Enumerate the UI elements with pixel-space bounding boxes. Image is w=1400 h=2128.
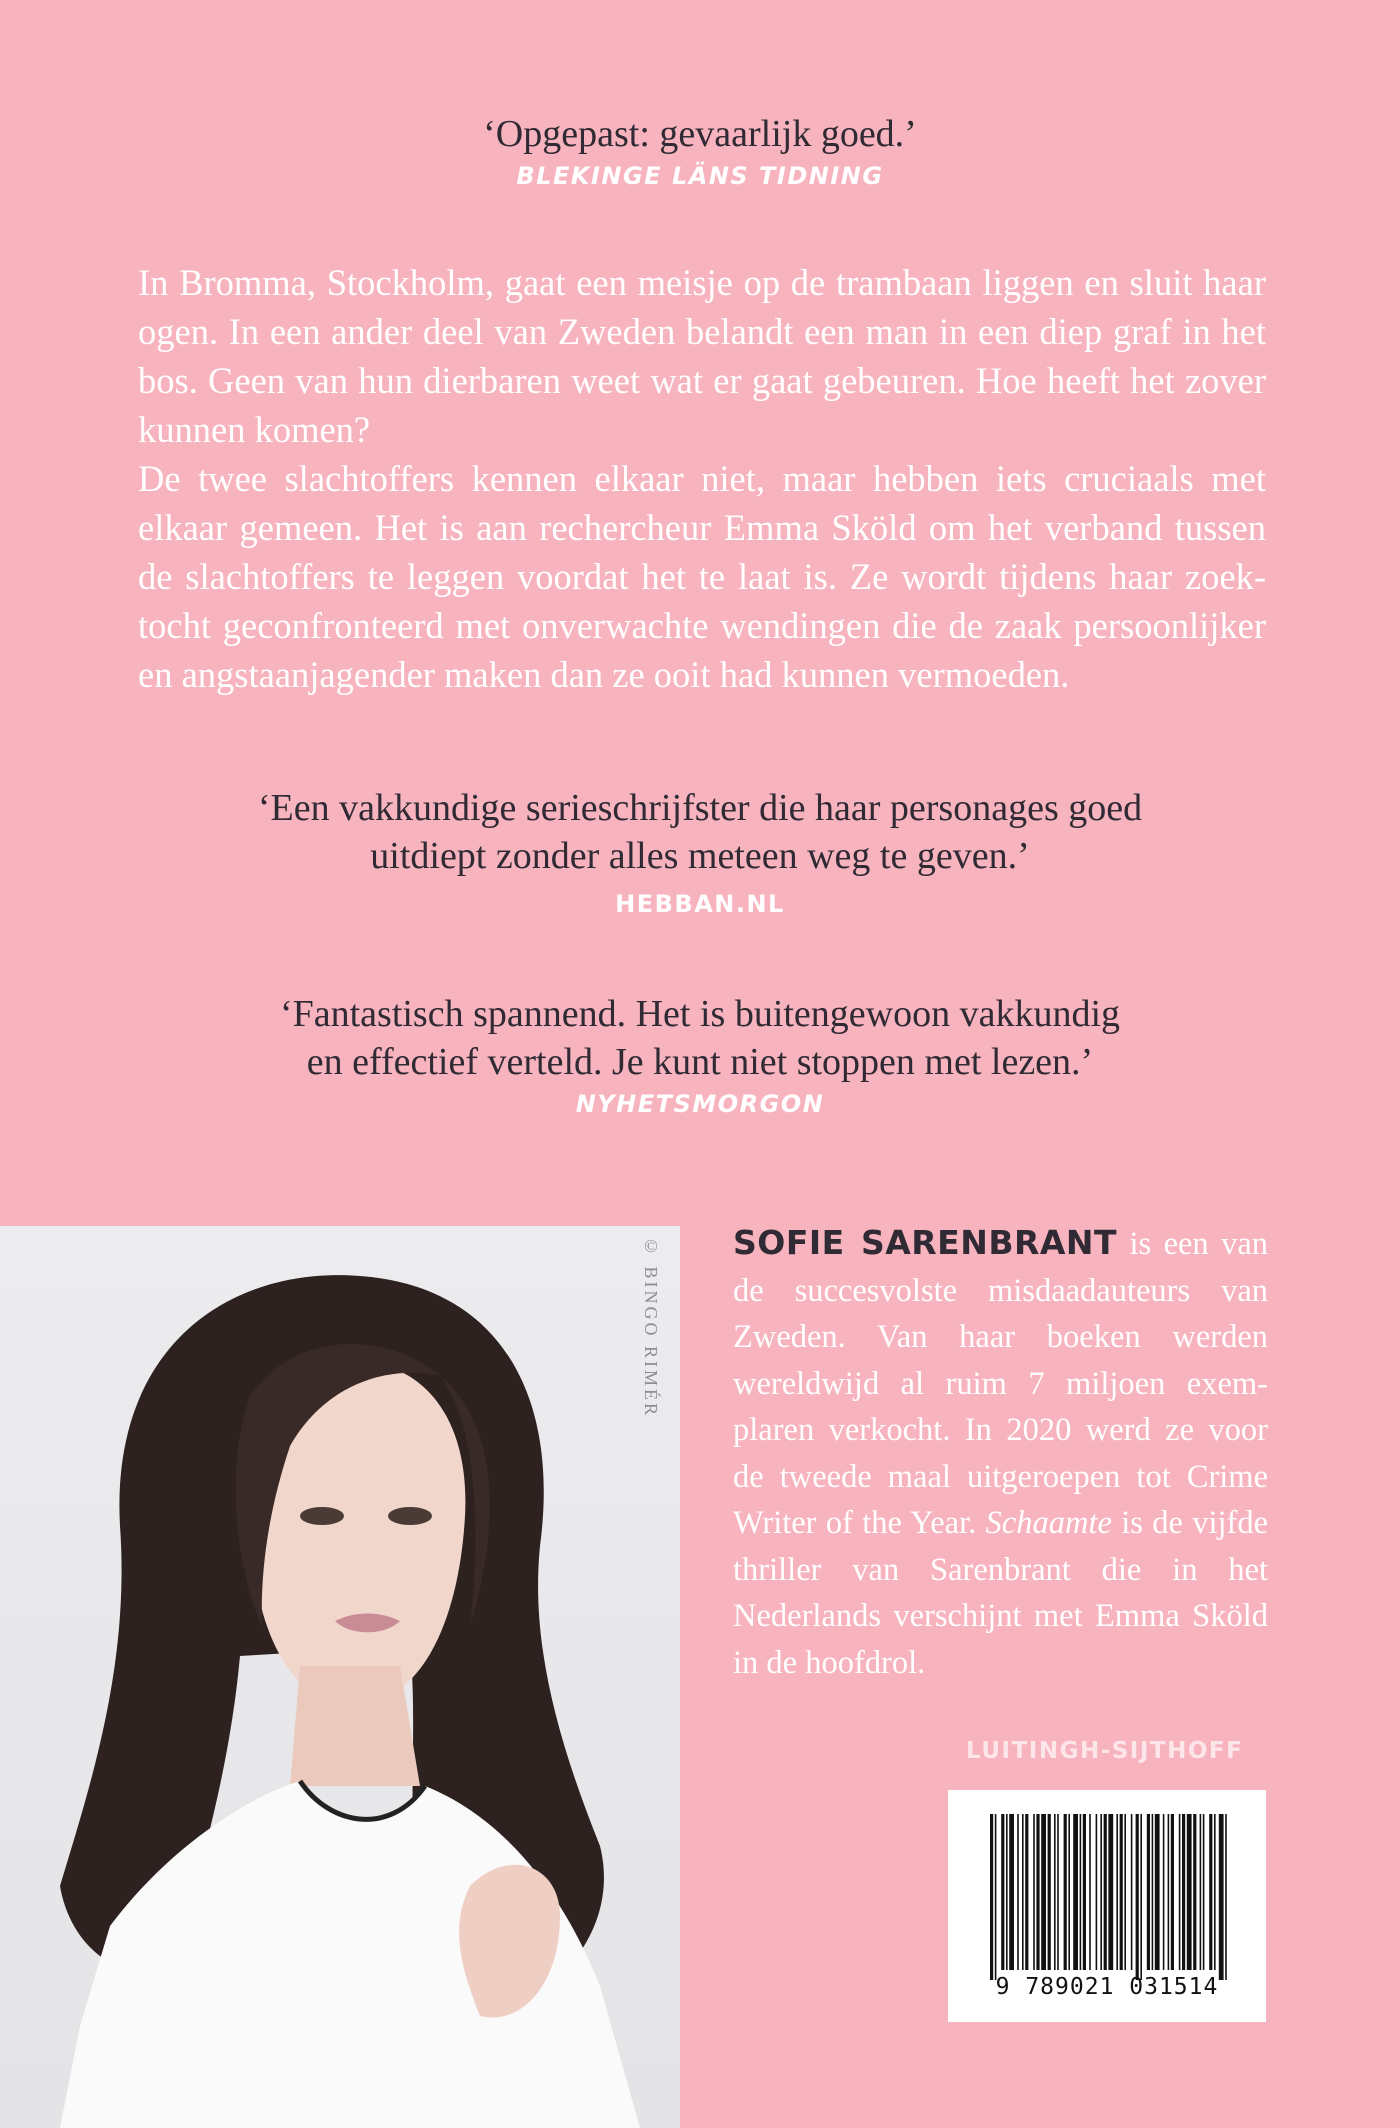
barcode-bar (1025, 1814, 1028, 1970)
barcode-bar (1209, 1814, 1212, 1970)
barcode-bar (1100, 1814, 1102, 1970)
quote-1-source: BLEKINGE LÄNS TIDNING (516, 162, 884, 190)
barcode-bar (1022, 1814, 1024, 1970)
book-title: Schaamte (985, 1505, 1112, 1541)
barcode-bar (1152, 1814, 1154, 1970)
barcode-bar (1036, 1814, 1039, 1970)
blurb-paragraph-2: De twee slachtoffers kennen elkaar niet, maar hebben iets cruciaals met elkaar gemeen. Het is aan rechercheur Emma Sköld om het verband tussen de slachtoffers te leggen voordat het te laat is. Ze wordt tijdens haar zoek-tocht geconfronteerd met onverwachte wendingen die de zaak persoonlijker en angstaanjagender maken dan ze ooit had kunnen vermoeden. (138, 458, 1266, 695)
back-cover-blurb (138, 258, 1266, 699)
barcode-bar (1168, 1814, 1170, 1970)
isbn-barcode (948, 1790, 1266, 2022)
barcode-bar (1073, 1814, 1078, 1970)
author-portrait-illustration (0, 1226, 680, 2128)
barcode-bar (1001, 1814, 1004, 1970)
quote-2 (0, 784, 1400, 918)
barcode-bar (1006, 1814, 1008, 1970)
quote-3-line-1: ‘Fantastisch spannend. Het is buitengewoon vakkundig (279, 993, 1121, 1035)
quote-1 (0, 110, 1400, 190)
barcode-bar (1033, 1814, 1035, 1970)
barcode-bar (1104, 1814, 1107, 1970)
publisher-logo: LUITINGH-SIJTHOFF (966, 1738, 1244, 1764)
barcode-bar (1200, 1814, 1202, 1970)
barcode-bar (1203, 1814, 1205, 1970)
barcode-bar (1147, 1814, 1150, 1970)
author-bio-text-2: is de vijfde thriller van Sarenbrant die in het Nederlands verschijnt met Emma Sköld in de hoofdrol. (733, 1505, 1268, 1681)
quote-3-source: NYHETSMORGON (575, 1090, 825, 1118)
barcode-bar (1225, 1814, 1227, 1980)
barcode-bar (1140, 1814, 1142, 1980)
barcode-bar (995, 1814, 997, 1980)
author-name: SOFIE SARENBRANT (733, 1223, 1118, 1262)
quote-2-line-2: uitdiept zonder alles meteen weg te geven.’ (370, 835, 1030, 877)
barcode-bar (1187, 1814, 1192, 1970)
barcode-bar (1219, 1814, 1224, 1980)
barcode-bar (1057, 1814, 1059, 1970)
barcode-bar (1009, 1814, 1014, 1970)
barcode-bar (1068, 1814, 1070, 1970)
barcode-bar (1080, 1814, 1082, 1970)
quote-3-line-2: en effectief verteld. Je kunt niet stoppen met lezen.’ (306, 1041, 1094, 1083)
barcode-bar (1214, 1814, 1216, 1970)
barcode-bar (1163, 1814, 1165, 1970)
author-bio (733, 1220, 1268, 1686)
author-bio-text-1: is een van de succesvolste misdaadauteurs van Zweden. Van haar boeken werden wereldwijd al ruim 7 miljoen exem-plaren verkocht. In 2020 werd ze voor de tweede maal uitgeroepen tot Crime Writer of the Year. (733, 1226, 1268, 1541)
quote-3 (0, 990, 1400, 1118)
barcode-bar (1048, 1814, 1051, 1970)
barcode-bar (1064, 1814, 1067, 1970)
barcode-bar (1041, 1814, 1046, 1970)
barcode-bar (1179, 1814, 1181, 1970)
quote-1-text: ‘Opgepast: gevaarlijk goed.’ (483, 113, 917, 155)
barcode-bar (1131, 1814, 1133, 1970)
barcode-bar (1096, 1814, 1098, 1970)
barcode-bar (1116, 1814, 1118, 1970)
barcode-bar (1120, 1814, 1123, 1970)
barcode-bar (1108, 1814, 1113, 1970)
barcode-bar (1083, 1814, 1086, 1970)
barcode-bar (1171, 1814, 1174, 1970)
barcode-bar (1155, 1814, 1160, 1970)
barcode-bar (1017, 1814, 1019, 1970)
barcode-bar (1089, 1814, 1091, 1970)
blurb-paragraph-1: In Bromma, Stockholm, gaat een meisje op de trambaan liggen en sluit haar ogen. In een ander deel van Zweden belandt een man in een diep graf in het bos. Geen van hun dierbaren weet wat er gaat gebeuren. Hoe heeft het zover kunnen komen? (138, 262, 1266, 450)
barcode-bar (1193, 1814, 1196, 1970)
photo-credit: © BINGO RIMÉR (641, 1236, 661, 1419)
barcode-bar (1136, 1814, 1139, 1980)
quote-2-source: HEBBAN.NL (615, 890, 785, 918)
isbn-digits: 9 789021 031514 (995, 1974, 1219, 2000)
quote-2-line-1: ‘Een vakkundige serieschrijfster die haar personages goed (257, 787, 1143, 829)
barcode-bar (1182, 1814, 1185, 1970)
author-photo (0, 1226, 680, 2128)
barcode-bar (1054, 1814, 1056, 1970)
barcode-bar (1124, 1814, 1126, 1970)
barcode-bar (990, 1814, 993, 1980)
